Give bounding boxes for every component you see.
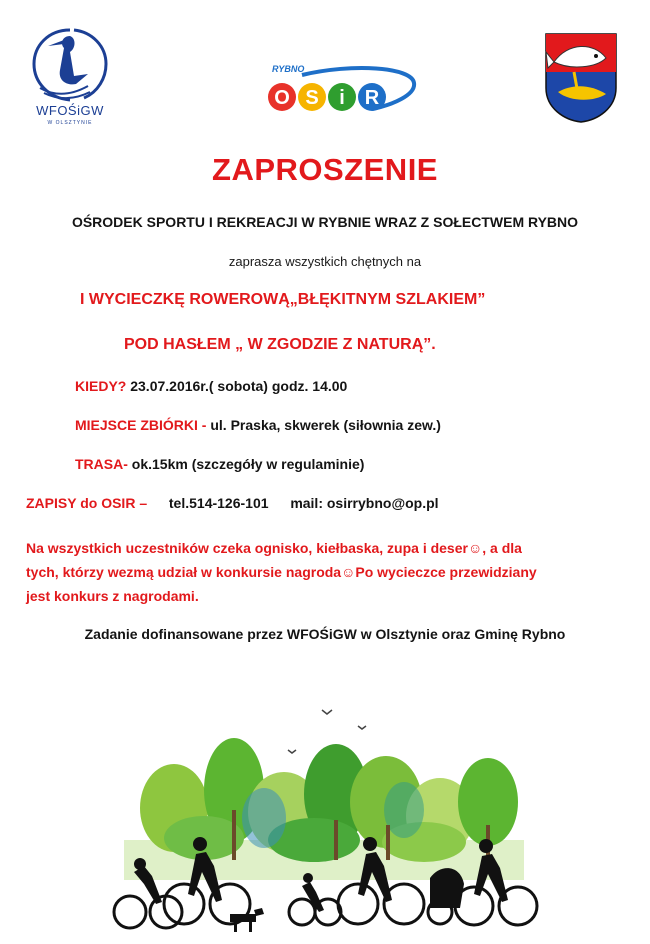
when-line	[75, 378, 347, 394]
svg-text:R: R	[364, 87, 380, 109]
invite-line: zaprasza wszystkich chętnych na	[228, 254, 422, 269]
route-line	[75, 456, 364, 472]
coat-of-arms-fish-icon	[544, 32, 618, 124]
rybno-coat-of-arms	[544, 32, 618, 124]
svg-text:i: i	[339, 87, 345, 109]
page-title: ZAPROSZENIE	[212, 152, 438, 187]
info-paragraph-line: jest konkurs z nagrodami.	[26, 588, 199, 604]
route-label: TRASA-	[75, 456, 132, 472]
svg-text:O: O	[274, 87, 290, 109]
info-paragraph-line: tych, którzy wezmą udział w konkursie nagroda☺Po wycieczce przewidziany	[26, 564, 537, 580]
info-paragraph	[26, 536, 616, 608]
info-paragraph-line: Na wszystkich uczestników czeka ognisko, kiełbaska, zupa i deser☺, a dla	[26, 540, 522, 556]
wfosigw-logo	[30, 26, 110, 126]
signup-label: ZAPISY do OSIR –	[26, 495, 148, 511]
place-line	[75, 417, 441, 433]
stork-icon	[30, 26, 110, 104]
signup-line	[26, 495, 439, 511]
signup-email: mail: osirrybno@op.pl	[290, 495, 439, 511]
organizer-line: OŚRODEK SPORTU I REKREACJI W RYBNIE WRAZ Z SOŁECTWEM RYBNO	[71, 214, 579, 230]
funding-note: Zadanie dofinansowane przez WFOŚiGW w Olsztynie oraz Gminę Rybno	[84, 626, 566, 642]
osir-logo	[262, 65, 422, 117]
svg-text:S: S	[305, 87, 319, 109]
when-label: KIEDY?	[75, 378, 127, 394]
event-motto: POD HASŁEM „ W ZGODZIE Z NATURĄ”.	[124, 336, 436, 353]
route-value: ok.15km (szczegóły w regulaminie)	[131, 456, 365, 472]
osir-logo-rybno: RYBNO	[272, 64, 305, 74]
forest-cyclists-icon	[104, 690, 544, 939]
event-name: I WYCIECZKĘ ROWEROWĄ„BŁĘKITNYM SZLAKIEM”	[80, 291, 486, 308]
place-value: ul. Praska, skwerek (siłownia zew.)	[210, 417, 441, 433]
place-label: MIEJSCE ZBIÓRKI -	[75, 417, 211, 433]
cyclists-forest-illustration	[104, 690, 544, 939]
wfosigw-logo-text: WFOŚiGW	[36, 103, 104, 118]
wfosigw-logo-subtext: W OLSZTYNIE	[47, 120, 93, 126]
when-value: 23.07.2016r.( sobota) godz. 14.00	[130, 378, 348, 394]
signup-phone: tel.514-126-101	[168, 495, 269, 511]
